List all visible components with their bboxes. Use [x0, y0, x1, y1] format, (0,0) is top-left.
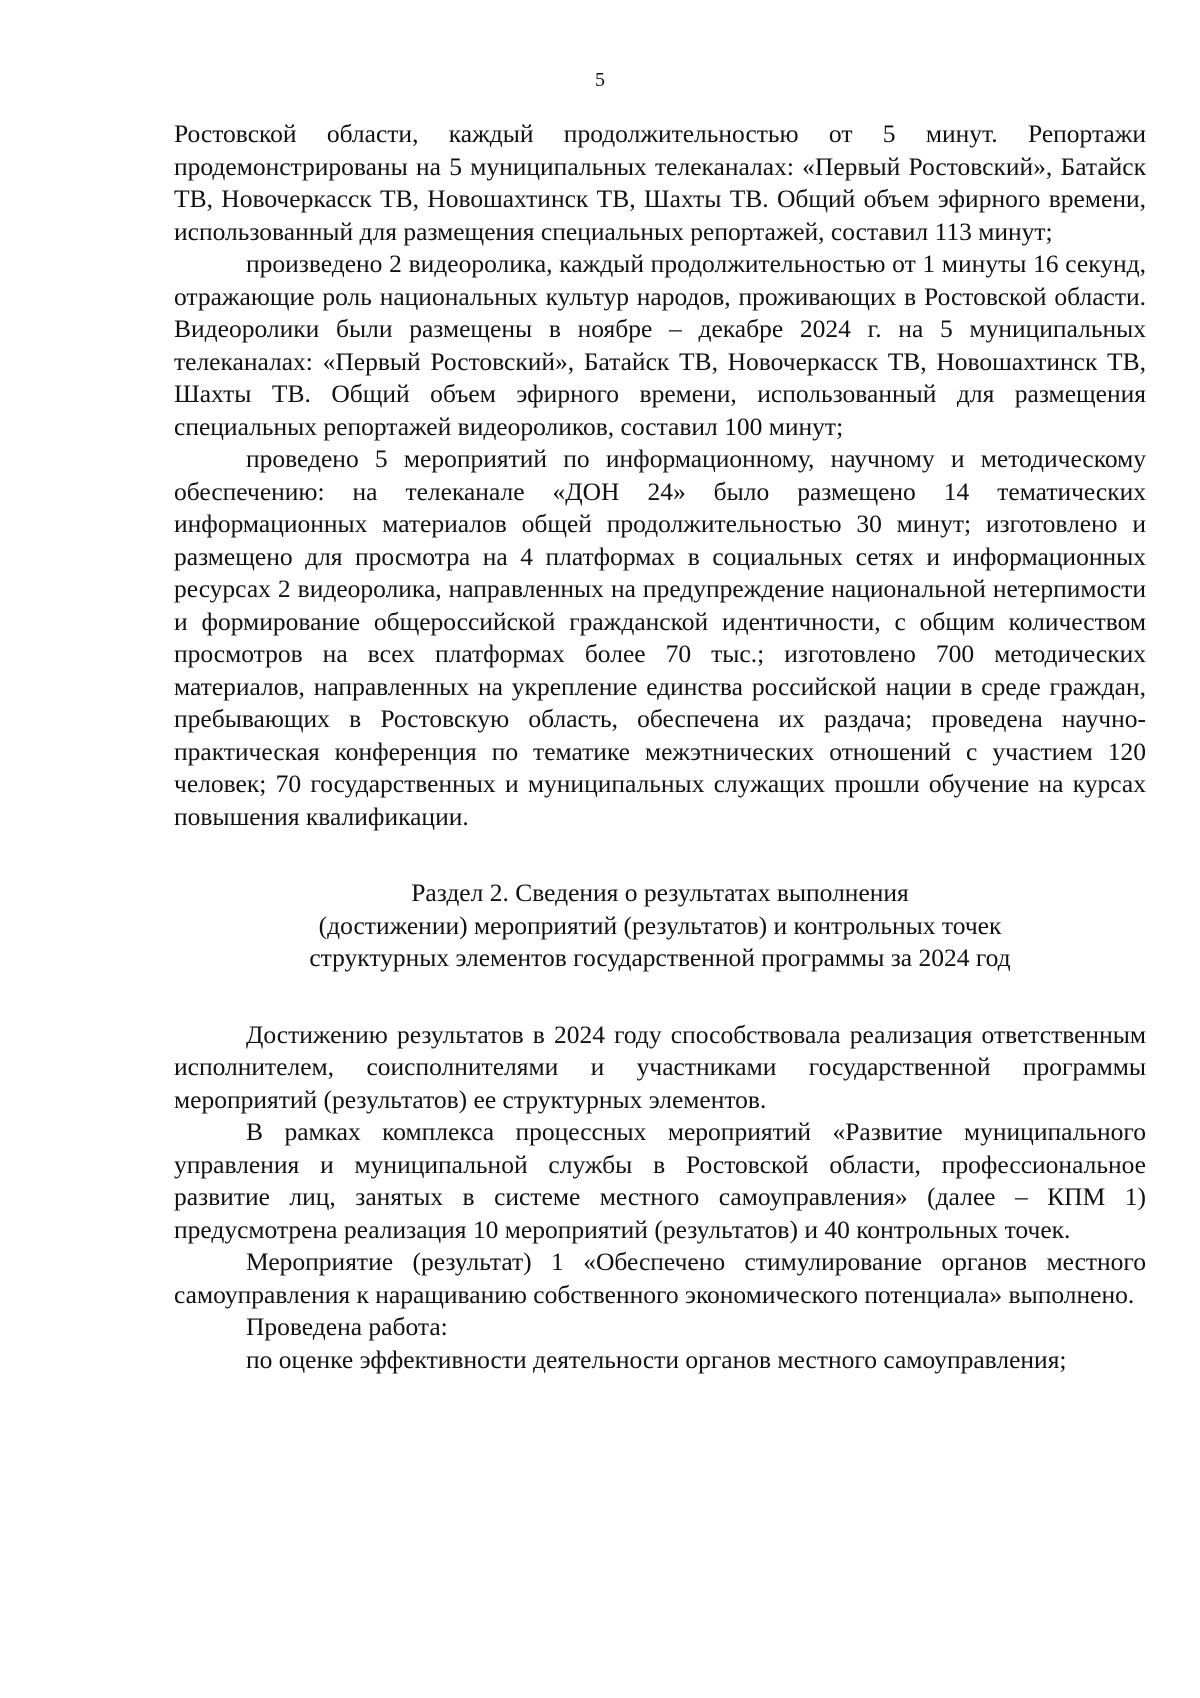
section-heading-line-3: структурных элементов государственной программы за 2024 год [309, 943, 1011, 972]
section-heading [174, 877, 1146, 975]
section-heading-line-1: Раздел 2. Сведения о результатах выполнения [411, 878, 909, 907]
paragraph-work-done: Проведена работа: [246, 1312, 448, 1341]
document-body [174, 118, 1146, 1376]
paragraph-reports-continuation: Ростовской области, каждый продолжительностью от 5 минут. Репортажи продемонстрированы на 5 муниципальных телеканалах: «Первый Ростовский», Батайск ТВ, Новочеркасск ТВ, Новошахтинск ТВ, Шахты ТВ. Общий объем эфирного времени, использованный для размещения специальных репортажей, составил 113 минут; [174, 119, 1146, 246]
paragraph-event-result-1: Мероприятие (результат) 1 «Обеспечено стимулирование органов местного самоуправления к наращиванию собственного экономического потенциала» выполнено. [174, 1247, 1146, 1309]
paragraph-efficiency-evaluation: по оценке эффективности деятельности органов местного самоуправления; [246, 1344, 1067, 1374]
section-heading-line-2: (достижении) мероприятий (результатов) и контрольных точек [318, 910, 1002, 940]
paragraph-kpm1: В рамках комплекса процессных мероприятий «Развитие муниципального управления и муниципальной службы в Ростовской области, профессиональное развитие лиц, занятых в системе местного самоуправления» (далее – КПМ 1) предусмотрена реализация 10 мероприятий (результатов) и 40 контрольных точек. [174, 1117, 1146, 1244]
paragraph-events: проведено 5 мероприятий по информационному, научному и методическому обеспечению: на телеканале «ДОН 24» было размещено 14 тематических информационных материалов общей продолжительностью 30 минут; изготовлено и размещено для просмотра на 4 платформах в социальных сетях и информационных ресурсах 2 видеоролика, направленных на предупреждение национальной нетерпимости и формирование общероссийской гражданской идентичности, с общим количеством просмотров на всех платформах более 70 тыс.; изготовлено 700 методических материалов, направленных на укрепление единства российской нации в среде граждан, пребывающих в Ростовскую область, обеспечена их раздача; проведена научно-практическая конференция по тематике межэтнических отношений с участием 120 человек; 70 государственных и муниципальных служащих прошли обучение на курсах повышения квалификации. [174, 444, 1146, 831]
paragraph-videos: произведено 2 видеоролика, каждый продолжительностью от 1 минуты 16 секунд, отражающие роль национальных культур народов, проживающих в Ростовской области. Видеоролики были размещены в ноябре – декабре 2024 г. на 5 муниципальных телеканалах: «Первый Ростовский», Батайск ТВ, Новочеркасск ТВ, Новошахтинск ТВ, Шахты ТВ. Общий объем эфирного времени, использованный для размещения специальных репортажей видеороликов, составил 100 минут; [174, 249, 1146, 441]
page-number: 5 [595, 69, 605, 91]
paragraph-achievement: Достижению результатов в 2024 году способствовала реализация ответственным исполнителем, соисполнителями и участниками государственной программы мероприятий (результатов) ее структурных элементов. [174, 1019, 1146, 1114]
